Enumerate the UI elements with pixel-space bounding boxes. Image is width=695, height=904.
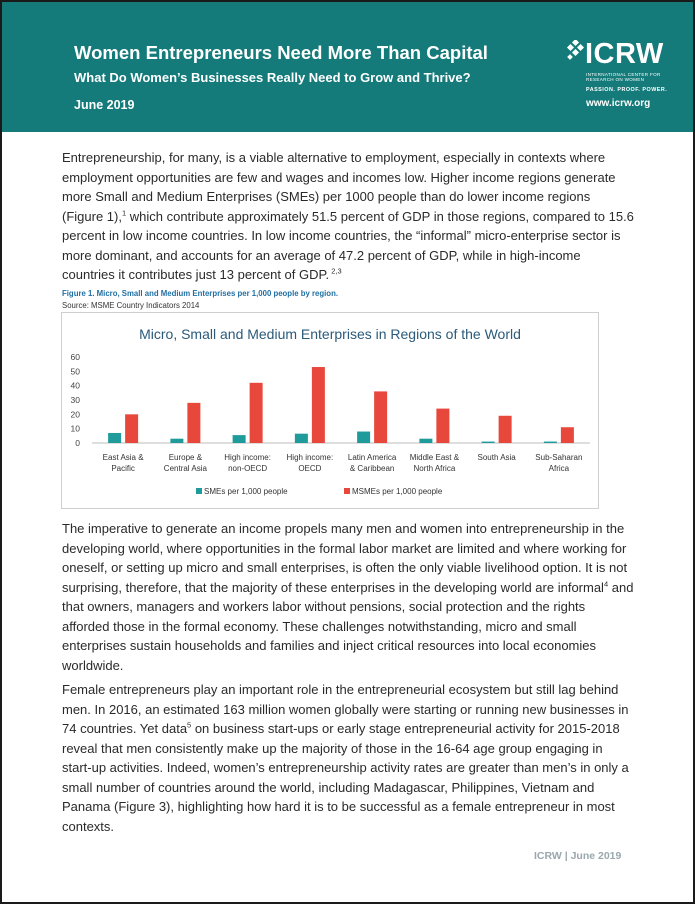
figure-source: Source: MSME Country Indicators 2014	[62, 301, 200, 310]
paragraph-3-text-a: Female entrepreneurs play an important role in the entrepreneurial ecosystem but still lag behind men. In 2016, an estimated 163 million women globally were starting or running new businesses in 74 countries. Yet data	[62, 682, 629, 736]
y-tick-label: 50	[70, 366, 80, 377]
bar-msmes	[436, 409, 449, 443]
bar-msmes	[561, 427, 574, 443]
bar-msmes	[499, 416, 512, 443]
paragraph-2-text-a: The imperative to generate an income propels many men and women into entrepreneurship in the developing world, where opportunities in the formal labor market are limited and where working for oneself, or setting up micro and small enterprises, is often the only viable livelihood option. It is not surprising, therefore, that the majority of these enterprises in the developing world are informal	[62, 521, 628, 595]
paragraph-1-text-a: Entrepreneurship, for many, is a viable alternative to employment, especially in contexts where employment opportunities are few and wages and incomes low. Higher income regions generate more Small and Medium Enterprises (SMEs) per 1000 people than do lower income regions (Figure 1),	[62, 150, 616, 224]
x-tick-label: High income:	[286, 453, 334, 462]
logo-tagline: PASSION. PROOF. POWER.	[586, 87, 668, 93]
legend-swatch	[196, 488, 202, 494]
header-banner	[2, 2, 693, 132]
x-tick-label: Middle East &	[409, 453, 460, 462]
x-tick-label: & Caribbean	[349, 464, 395, 473]
bar-smes	[233, 435, 246, 443]
x-tick-label: Africa	[548, 464, 570, 473]
bar-chart	[62, 313, 598, 508]
footnote-ref-4[interactable]: 4	[603, 579, 609, 589]
paragraph-3-text-b: on business start-ups or early stage entrepreneurial activity for 2015-2018 reveal that men consistently make up the majority of those in the 16-64 age group engaging in start-up activities. Indeed, women’s entrepreneurship activity rates are greater than men’s in only a small number of countries around the world, including Madagascar, Philippines, Vietnam and Panama (Figure 3), highlighting how hard it is to be successful as a female entrepreneur in most contexts.	[62, 721, 629, 834]
x-tick-label: South Asia	[477, 453, 516, 462]
bar-msmes	[374, 391, 387, 443]
bar-msmes	[187, 403, 200, 443]
paragraph-3	[62, 680, 634, 836]
x-tick-label: Pacific	[111, 464, 135, 473]
y-tick-label: 40	[70, 380, 80, 391]
figure-caption: Figure 1. Micro, Small and Medium Enterprises per 1,000 people by region.	[62, 289, 338, 298]
paragraph-1	[62, 148, 634, 285]
paragraph-2-text-b: and that owners, managers and workers labor without pensions, social protection and the rights afforded those in the formal economy. These challenges notwithstanding, micro and small enterprises sustain households and families and inject critical resources into local economies worldwide.	[62, 579, 634, 673]
footnote-ref-2-3[interactable]: 2,3	[329, 266, 342, 276]
x-tick-label: Sub-Saharan	[535, 453, 583, 462]
y-tick-label: 30	[70, 395, 80, 405]
legend-swatch	[344, 488, 350, 494]
page-subtitle: What Do Women’s Businesses Really Need to Grow and Thrive?	[74, 70, 471, 85]
logo-org-name: INTERNATIONAL CENTER FOR RESEARCH ON WOMEN	[586, 72, 661, 83]
chart-title: Micro, Small and Medium Enterprises in Regions of the World	[139, 326, 521, 342]
bar-smes	[482, 442, 495, 443]
logo-wordmark: ICRW	[585, 38, 664, 70]
publication-date: June 2019	[74, 98, 135, 112]
x-tick-label: North Africa	[413, 464, 456, 473]
bar-smes	[170, 439, 183, 443]
legend-label: MSMEs per 1,000 people	[352, 487, 443, 496]
logo-diamond-icon	[565, 40, 587, 62]
x-tick-label: East Asia &	[102, 453, 144, 462]
bar-smes	[544, 442, 557, 443]
x-tick-label: non-OECD	[228, 464, 268, 473]
legend-label: SMEs per 1,000 people	[204, 487, 288, 496]
bar-msmes	[125, 414, 138, 443]
icrw-logo	[565, 38, 675, 114]
bar-smes	[357, 432, 370, 443]
footnote-ref-5[interactable]: 5	[187, 720, 192, 730]
y-tick-label: 60	[70, 352, 80, 362]
logo-url[interactable]: www.icrw.org	[586, 98, 651, 109]
x-tick-label: Central Asia	[163, 464, 207, 473]
y-tick-label: 0	[75, 438, 80, 448]
bar-msmes	[312, 367, 325, 443]
paragraph-1-text-b: which contribute approximately 51.5 percent of GDP in those regions, compared to 15.6 percent in low income countries. In low income countries, the “informal” micro-enterprise sector is more dominant, and accounts for an average of 47.2 percent of GDP, while in high-income countries it contributes just 13 percent of GDP.	[62, 208, 634, 282]
bar-smes	[108, 433, 121, 443]
x-tick-label: Latin America	[347, 453, 397, 462]
bar-smes	[419, 439, 432, 443]
bar-msmes	[250, 383, 263, 443]
paragraph-2	[62, 519, 634, 675]
x-tick-label: OECD	[298, 464, 322, 473]
y-tick-label: 20	[70, 409, 80, 420]
page-title: Women Entrepreneurs Need More Than Capital	[74, 42, 488, 63]
page-footer: ICRW | June 2019	[534, 850, 622, 862]
y-tick-label: 10	[70, 423, 80, 434]
x-tick-label: High income:	[224, 453, 271, 462]
bar-smes	[295, 434, 308, 443]
footnote-ref-1[interactable]: 1	[121, 208, 127, 218]
chart-container	[61, 312, 599, 509]
x-tick-label: Europe &	[168, 453, 203, 462]
